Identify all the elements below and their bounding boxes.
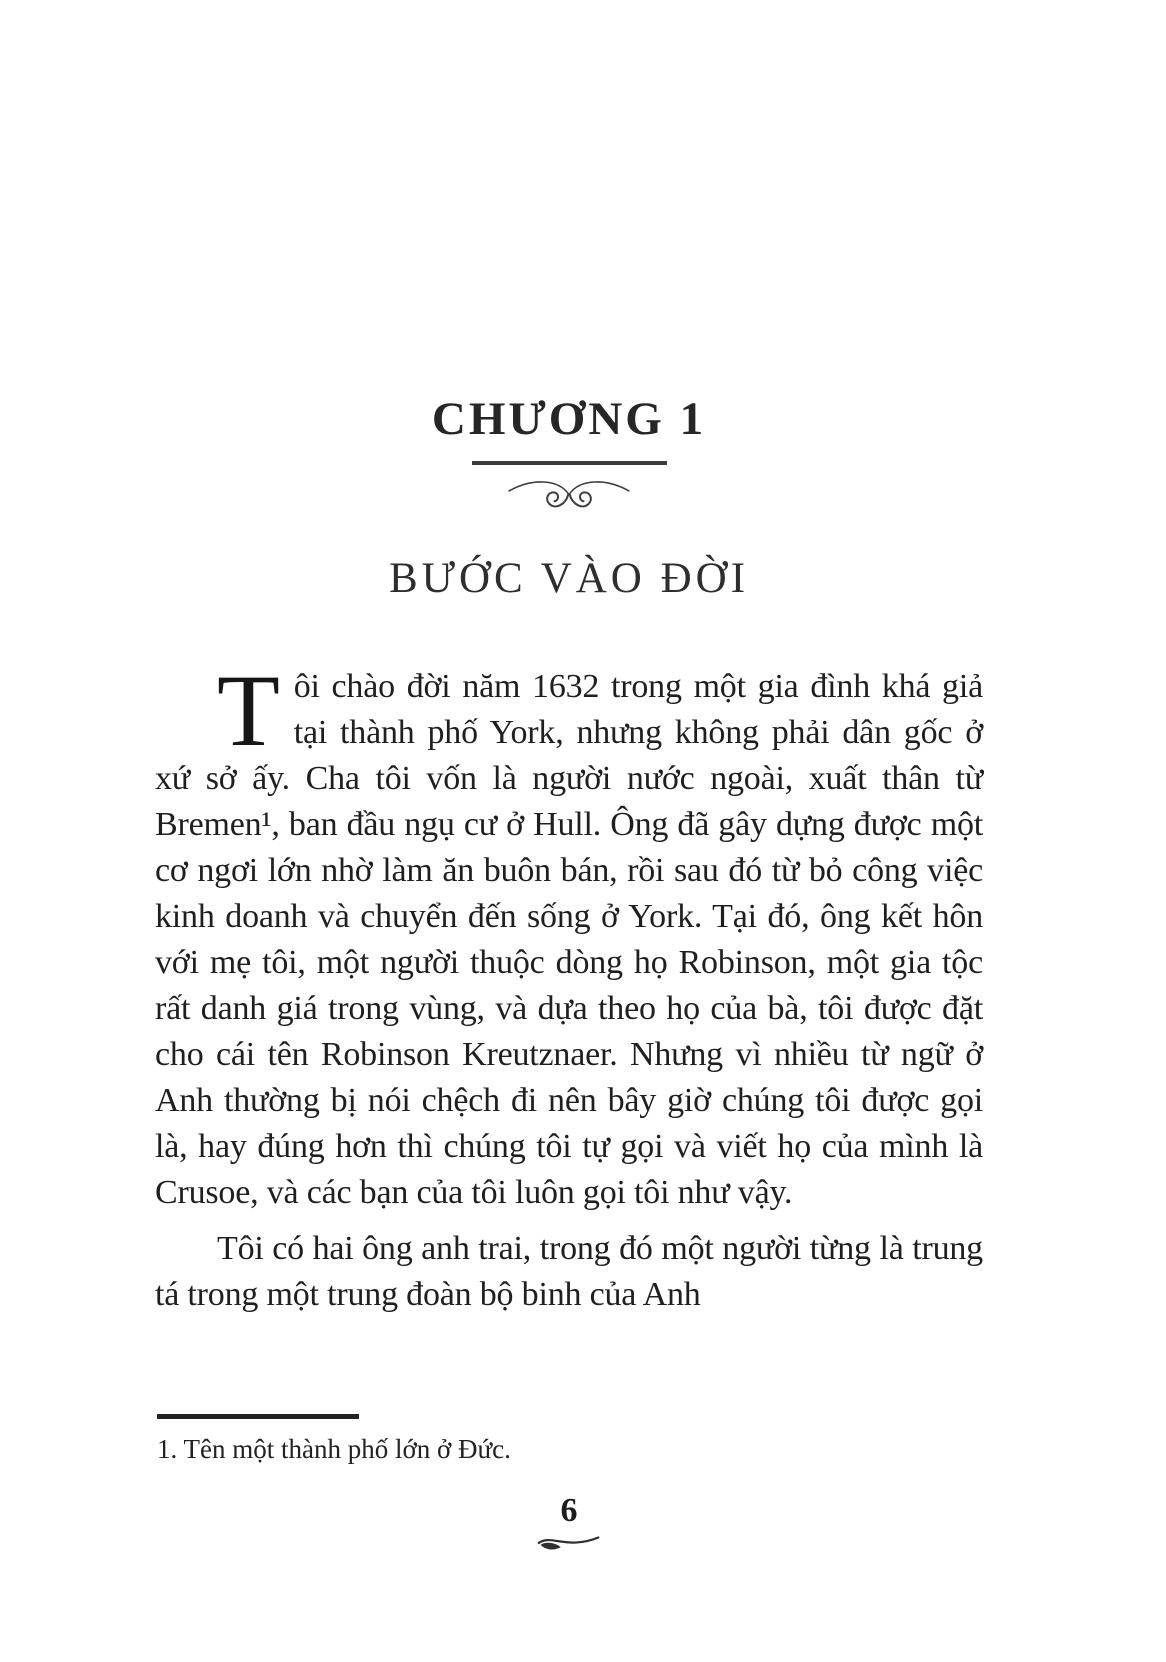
footnote [157, 1414, 985, 1465]
footnote-separator-rule [157, 1414, 359, 1419]
page-footer [155, 1494, 983, 1555]
chapter-number-heading: CHƯƠNG 1 [431, 393, 707, 445]
paragraph [155, 654, 983, 1216]
chapter-body [155, 654, 983, 1318]
paragraph: Tôi có hai ông anh trai, trong đó một người từng là trung tá trong một trung đoàn bộ binh của Anh [155, 1230, 983, 1313]
page-number: 6 [560, 1492, 578, 1529]
paragraph-text: ôi chào đời năm 1632 trong một gia đình khá giả tại thành phố York, nhưng không phải dân gốc ở xứ sở ấy. Cha tôi vốn là người nước ngoài, xuất thân từ Bremen¹, ban đầu ngụ cư ở Hull. Ông đã gây dựng được một cơ ngơi lớn nhờ làm ăn buôn bán, rồi sau đó từ bỏ công việc kinh doanh và chuyển đến sống ở York. Tại đó, ông kết hôn với mẹ tôi, một người thuộc dòng họ Robinson, một gia tộc rất danh giá trong vùng, và dựa theo họ của bà, tôi được đặt cho cái tên Robinson Kreutznaer. Nhưng vì nhiều từ ngữ ở Anh thường bị nói chệch đi nên bây giờ chúng tôi được gọi là, hay đúng hơn thì chúng tôi tự gọi và viết họ của mình là Crusoe, và các bạn của tôi luôn gọi tôi như vậy. [155, 668, 983, 1211]
chapter-title-heading: BƯỚC VÀO ĐỜI [388, 555, 750, 602]
chapter-divider-flourish-icon [155, 473, 983, 513]
chapter-divider-rule [472, 461, 667, 465]
footnote-text: 1. Tên một thành phố lớn ở Đức. [157, 1434, 511, 1464]
drop-cap: T [217, 654, 280, 768]
chapter-header [155, 393, 983, 602]
page-number-swoosh-icon [155, 1531, 983, 1555]
